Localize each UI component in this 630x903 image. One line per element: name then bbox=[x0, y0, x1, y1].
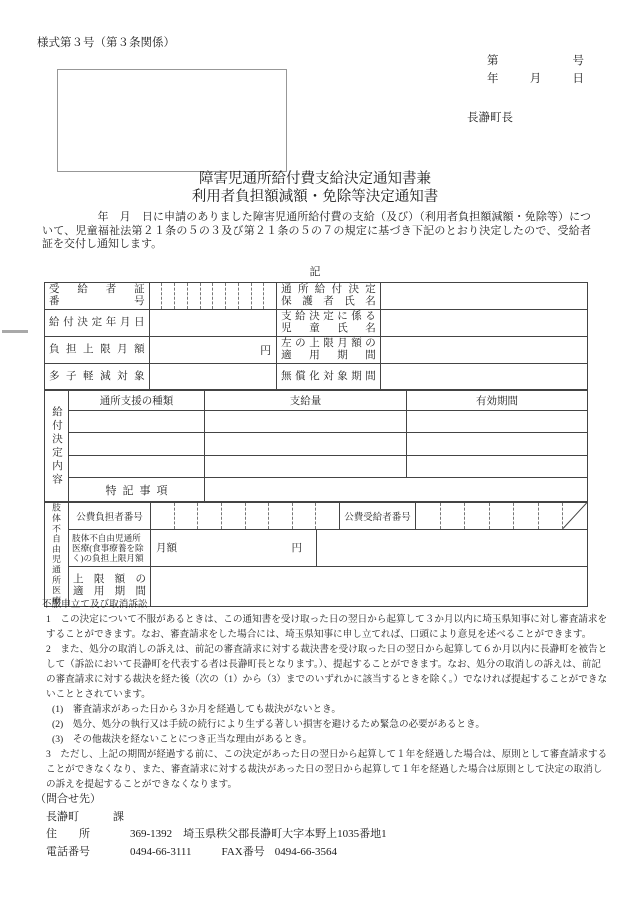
supply-amount-value bbox=[205, 411, 407, 433]
payer-number-digit-boxes bbox=[151, 503, 340, 529]
medical-cap-extra bbox=[317, 530, 587, 566]
digit-cell bbox=[464, 503, 489, 529]
public-expense-row bbox=[69, 503, 587, 530]
date-line bbox=[487, 70, 584, 88]
child-name-label: 支給決定に係る 児童氏名 bbox=[277, 310, 381, 336]
phone-value: 0494-66-3111 bbox=[130, 845, 192, 858]
digit-cell bbox=[268, 503, 292, 529]
document-title bbox=[0, 171, 630, 206]
digit-cell bbox=[212, 283, 225, 309]
digit-cell bbox=[187, 283, 200, 309]
benefit-decision-rows bbox=[69, 391, 587, 501]
digit-cell-slashed bbox=[562, 503, 587, 529]
contact-heading: （問合せ先） bbox=[35, 793, 101, 805]
payer-number-label: 公費負担者番号 bbox=[69, 503, 151, 529]
note-line: ことができなくなり、また、審査請求に対する裁決があった日の翌日から起算して１年を経過した場合は原則として決定の取消し bbox=[46, 764, 603, 775]
digit-cell bbox=[513, 503, 538, 529]
digit-cell bbox=[315, 503, 339, 529]
appeal-notes bbox=[42, 597, 608, 792]
table-row bbox=[69, 456, 587, 479]
diagonal-slash-icon bbox=[563, 503, 587, 529]
medical-care-side-label: 肢体不自由児通所医療 bbox=[45, 503, 69, 606]
monthly-cap-label: 負担上限月額 bbox=[45, 337, 150, 363]
fax-label: FAX番号 bbox=[221, 845, 265, 858]
table-row bbox=[69, 411, 587, 434]
note-subline: (3) その他裁決を経ないことにつき正当な理由があるとき。 bbox=[52, 734, 313, 745]
doc-no-prefix: 第 bbox=[487, 55, 499, 67]
decision-date-label: 給付決定年月日 bbox=[45, 310, 150, 336]
digit-cell bbox=[440, 503, 465, 529]
yen-unit: 円 bbox=[291, 543, 302, 555]
table-row bbox=[69, 433, 587, 456]
table-row bbox=[45, 310, 587, 337]
special-notes-label: 特記事項 bbox=[69, 478, 205, 501]
special-notes-value bbox=[205, 478, 587, 501]
digit-cell bbox=[251, 283, 264, 309]
note-line: することができます。なお、審査請求をした場合には、埼玉県知事に申し立てれば、口頭により意見を述べることができます。 bbox=[46, 629, 592, 640]
free-period-label: 無償化対象期間 bbox=[277, 364, 381, 390]
monthly-amount-label: 月額 bbox=[156, 543, 177, 555]
medical-cap-value bbox=[151, 530, 317, 566]
office-name: 長瀞町 bbox=[46, 810, 79, 823]
yen-unit: 円 bbox=[260, 345, 272, 357]
support-type-header: 通所支援の種類 bbox=[69, 391, 205, 410]
free-period-value bbox=[381, 364, 587, 390]
digit-cell bbox=[538, 503, 563, 529]
support-type-value bbox=[69, 433, 205, 455]
cap-apply-period-label: 上限額の 適用期間 bbox=[69, 567, 151, 606]
contact-office-row bbox=[35, 809, 387, 827]
guardian-name-label: 通所給付決定 保護者氏名 bbox=[277, 283, 381, 309]
digit-cell bbox=[225, 283, 238, 309]
digit-cell bbox=[151, 503, 174, 529]
office-division: 課 bbox=[113, 810, 124, 823]
note-line: いこととされています。 bbox=[46, 689, 151, 700]
valid-period-value bbox=[407, 411, 587, 433]
monthly-cap-value bbox=[150, 337, 278, 363]
body-paragraph: 年 月 日に申請のありました障害児通所給付費の支給（及び）（利用者負担額減額・免除等）について、児童福祉法第２１条の５の３及び第２１条の５の７の規定に基づき下記のとおり決定したので、受給者証を交付し通知します。 bbox=[42, 211, 591, 251]
note-subline: (1) 審査請求があった日から３か月を経過しても裁決がないとき。 bbox=[52, 704, 341, 715]
guardian-name-value bbox=[381, 283, 587, 309]
medical-cap-label: 肢体不自由児通所 医療(食事療養を除 く)の負担上限月額 bbox=[69, 530, 151, 566]
digit-cell bbox=[161, 283, 174, 309]
issuer-name: 長瀞町長 bbox=[467, 112, 513, 124]
title-line-1: 障害児通所給付費支給決定通知書兼 bbox=[199, 171, 431, 187]
support-type-value bbox=[69, 411, 205, 433]
title-line-2: 利用者負担額減額・免除等決定通知書 bbox=[191, 188, 439, 205]
multi-child-reduction-label: 多子軽減対象 bbox=[45, 364, 150, 390]
notes-heading: 不服申立て及び取消訴訟 bbox=[42, 599, 148, 610]
digit-cell bbox=[263, 283, 276, 309]
digit-cell bbox=[245, 503, 269, 529]
doc-number-date-block bbox=[487, 52, 584, 88]
digit-cell bbox=[489, 503, 514, 529]
multi-child-reduction-value bbox=[150, 364, 278, 390]
date-year-label: 年 bbox=[487, 73, 499, 85]
table-header-row bbox=[69, 391, 587, 411]
cap-period-value bbox=[381, 337, 587, 363]
valid-period-value bbox=[407, 433, 587, 455]
recipient-pub-number-digit-boxes bbox=[416, 503, 587, 529]
note-line: 2 また、処分の取消しの訴えは、前記の審査請求に対する裁決書を受け取った日の翌日から起算して６か月以内に長瀞町を被告と bbox=[46, 644, 608, 655]
decision-date-value bbox=[150, 310, 278, 336]
note-line: 3 ただし、上記の期間が経過する前に、この決定があった日の翌日から起算して１年を経過した場合は、原則として審査請求する bbox=[46, 749, 608, 760]
digit-cell bbox=[150, 283, 162, 309]
note-line: の審査請求に対する裁決を経た後（次の（1）から（3）までのいずれかに該当するときを除く。）でなければ提起することができな bbox=[46, 674, 608, 685]
table-row bbox=[45, 283, 587, 310]
fax-value: 0494-66-3564 bbox=[274, 845, 338, 858]
form-number: 様式第３号（第３条関係） bbox=[37, 37, 175, 49]
ki-heading: 記 bbox=[309, 266, 321, 278]
recipient-pub-number-label: 公費受給者番号 bbox=[340, 503, 416, 529]
medical-care-rows bbox=[69, 503, 587, 606]
note-subline: (2) 処分、処分の執行又は手続の続行により生ずる著しい損害を避けるため緊急の必要があるとき。 bbox=[52, 719, 485, 730]
medical-care-table bbox=[44, 502, 588, 607]
medical-cap-row bbox=[69, 530, 587, 567]
address-value: 369-1392 埼玉県秩父郡長瀞町大字本野上1035番地1 bbox=[130, 828, 387, 840]
digit-cell bbox=[292, 503, 316, 529]
benefit-decision-side-label: 給付決定内容 bbox=[45, 391, 69, 501]
valid-period-header: 有効期間 bbox=[476, 395, 518, 407]
support-type-value bbox=[69, 456, 205, 478]
contact-block bbox=[35, 791, 387, 861]
supply-amount-header: 支給量 bbox=[205, 391, 407, 410]
date-day-label: 日 bbox=[572, 73, 584, 85]
digit-cell bbox=[174, 503, 198, 529]
digit-cell bbox=[200, 283, 213, 309]
addressee-box bbox=[57, 69, 287, 172]
fold-mark bbox=[2, 330, 28, 333]
doc-no-suffix: 号 bbox=[572, 55, 584, 67]
contact-phone-row bbox=[35, 844, 387, 862]
contact-address-row bbox=[35, 826, 387, 844]
recipient-info-table bbox=[44, 282, 588, 390]
address-label: 住 所 bbox=[46, 828, 90, 840]
recipient-number-digit-boxes bbox=[150, 283, 278, 309]
digit-cell bbox=[238, 283, 251, 309]
digit-cell bbox=[416, 503, 440, 529]
special-notes-row bbox=[69, 478, 587, 501]
benefit-decision-table bbox=[44, 390, 588, 502]
supply-amount-value bbox=[205, 433, 407, 455]
child-name-value bbox=[381, 310, 587, 336]
recipient-number-label: 受給者証 番号 bbox=[45, 283, 150, 309]
note-line: して（訴訟において長瀞町を代表する者は長瀞町長となります。）、提起することができます。なお、処分の取消しの訴えは、前記 bbox=[46, 659, 601, 670]
date-month-label: 月 bbox=[529, 73, 542, 85]
doc-number-line bbox=[487, 52, 584, 70]
cap-period-label: 左の上限月額の 適用期間 bbox=[277, 337, 381, 363]
digit-cell bbox=[197, 503, 221, 529]
digit-cell bbox=[174, 283, 187, 309]
note-line: 1 この決定について不服があるときは、この通知書を受け取った日の翌日から起算して３か月以内に埼玉県知事に対し審査請求を bbox=[46, 614, 608, 625]
table-row bbox=[45, 337, 587, 364]
valid-period-value bbox=[407, 456, 587, 478]
note-line: の訴えを提起することができなくなります。 bbox=[46, 779, 238, 790]
supply-amount-value bbox=[205, 456, 407, 478]
phone-label: 電話番号 bbox=[46, 845, 90, 858]
table-row bbox=[45, 364, 587, 390]
digit-cell bbox=[221, 503, 245, 529]
